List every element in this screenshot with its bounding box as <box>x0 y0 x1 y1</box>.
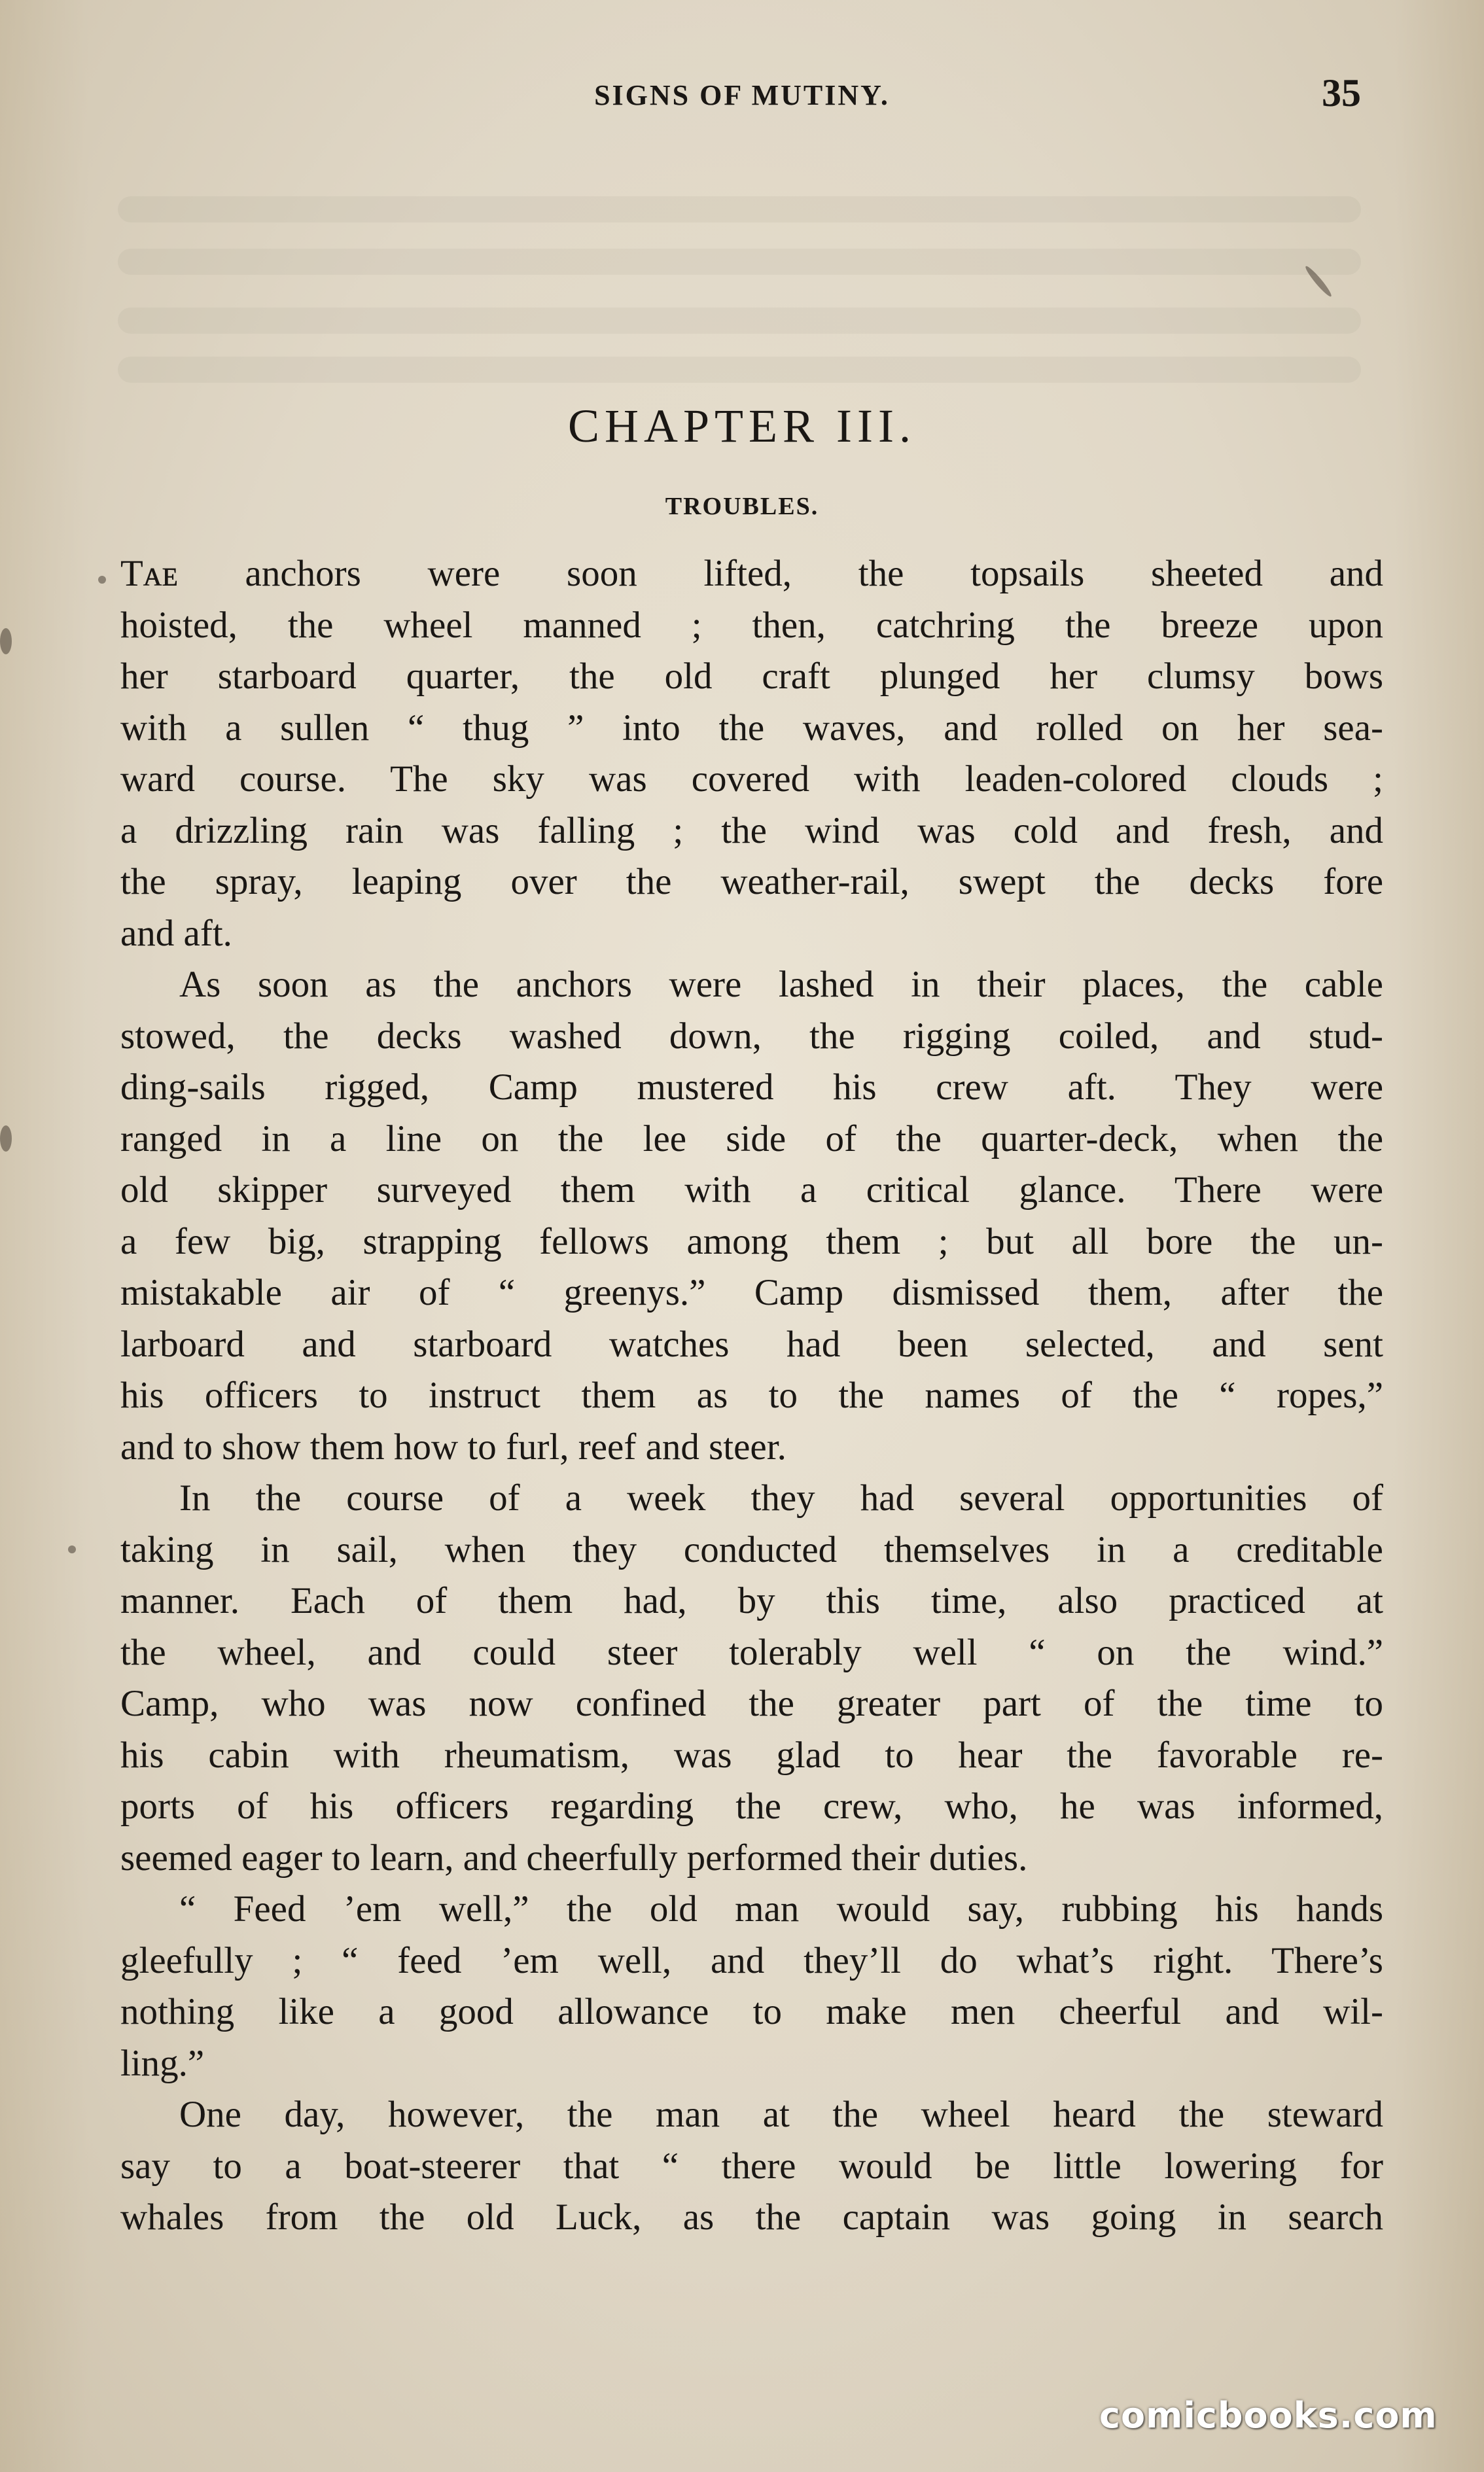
text-line: his officers to instruct them as to the names of the “ ropes,” <box>120 1375 1383 1416</box>
text-line: ling.” <box>120 2042 205 2084</box>
text-line: the wheel, and could steer tolerably well “ on the wind.” <box>120 1631 1383 1673</box>
text-line: mistakable air of “ greenys.” Camp dismissed them, after the <box>120 1272 1383 1313</box>
text-line: In the course of a week they had several opportunities of <box>179 1477 1383 1519</box>
text-line: As soon as the anchors were lashed in their places, the cable <box>179 964 1383 1005</box>
text-line: his cabin with rheumatism, was glad to hear the favorable re- <box>120 1734 1383 1776</box>
paper-mark <box>0 1125 12 1152</box>
text-line: ding-sails rigged, Camp mustered his crew aft. They were <box>120 1067 1383 1108</box>
text-line: stowed, the decks washed down, the rigging coiled, and stud- <box>120 1015 1383 1057</box>
text-line: seemed eager to learn, and cheerfully performed their duties. <box>120 1837 1028 1879</box>
text-line: Tᴀᴇ anchors were soon lifted, the topsails sheeted and <box>120 553 1383 594</box>
text-line: manner. Each of them had, by this time, also practiced at <box>120 1580 1383 1621</box>
text-line: Camp, who was now confined the greater part of the time to <box>120 1683 1383 1724</box>
text-line: larboard and starboard watches had been selected, and sent <box>120 1323 1383 1365</box>
text-line: taking in sail, when they conducted themselves in a creditable <box>120 1528 1383 1570</box>
text-line: One day, however, the man at the wheel heard the steward <box>179 2094 1383 2135</box>
text-line: hoisted, the wheel manned ; then, catchring the breeze upon <box>120 604 1383 646</box>
text-line: ports of his officers regarding the crew, who, he was informed, <box>120 1786 1383 1827</box>
page-number: 35 <box>1322 71 1361 115</box>
text-line: and to show them how to furl, reef and steer. <box>120 1426 786 1468</box>
text-line: gleefully ; “ feed ’em well, and they’ll do what’s right. There’s <box>120 1939 1383 1981</box>
running-head: SIGNS OF MUTINY. <box>594 79 890 111</box>
site-watermark: comicbooks.com <box>1099 2395 1438 2436</box>
text-line: old skipper surveyed them with a critical glance. There were <box>120 1169 1383 1210</box>
chapter-title: CHAPTER III. <box>568 400 916 452</box>
text-line: the spray, leaping over the weather-rail, swept the decks fore <box>120 861 1383 902</box>
body-text <box>120 548 1383 2244</box>
bleed-through-text <box>118 196 1361 222</box>
bleed-through-text <box>118 357 1361 383</box>
text-line: whales from the old Luck, as the captain was going in search <box>120 2197 1383 2238</box>
bleed-through-text <box>118 308 1361 334</box>
paper-mark <box>68 1545 76 1553</box>
text-line: her starboard quarter, the old craft plunged her clumsy bows <box>120 656 1383 697</box>
text-line: a few big, strapping fellows among them ; but all bore the un- <box>120 1220 1383 1262</box>
text-line: and aft. <box>120 912 232 954</box>
chapter-subtitle: TROUBLES. <box>665 493 819 520</box>
text-line: ranged in a line on the lee side of the quarter-deck, when the <box>120 1118 1383 1159</box>
text-line: “ Feed ’em well,” the old man would say, rubbing his hands <box>179 1888 1383 1930</box>
text-line: with a sullen “ thug ” into the waves, and rolled on her sea- <box>120 707 1383 749</box>
text-line: a drizzling rain was falling ; the wind was cold and fresh, and <box>120 809 1383 851</box>
text-line: ward course. The sky was covered with leaden-colored clouds ; <box>120 758 1383 800</box>
text-line: nothing like a good allowance to make men cheerful and wil- <box>120 1991 1383 2032</box>
paper-mark <box>0 628 12 654</box>
paper-mark <box>98 576 106 584</box>
text-line: say to a boat-steerer that “ there would be little lowering for <box>120 2145 1383 2187</box>
bleed-through-text <box>118 249 1361 275</box>
